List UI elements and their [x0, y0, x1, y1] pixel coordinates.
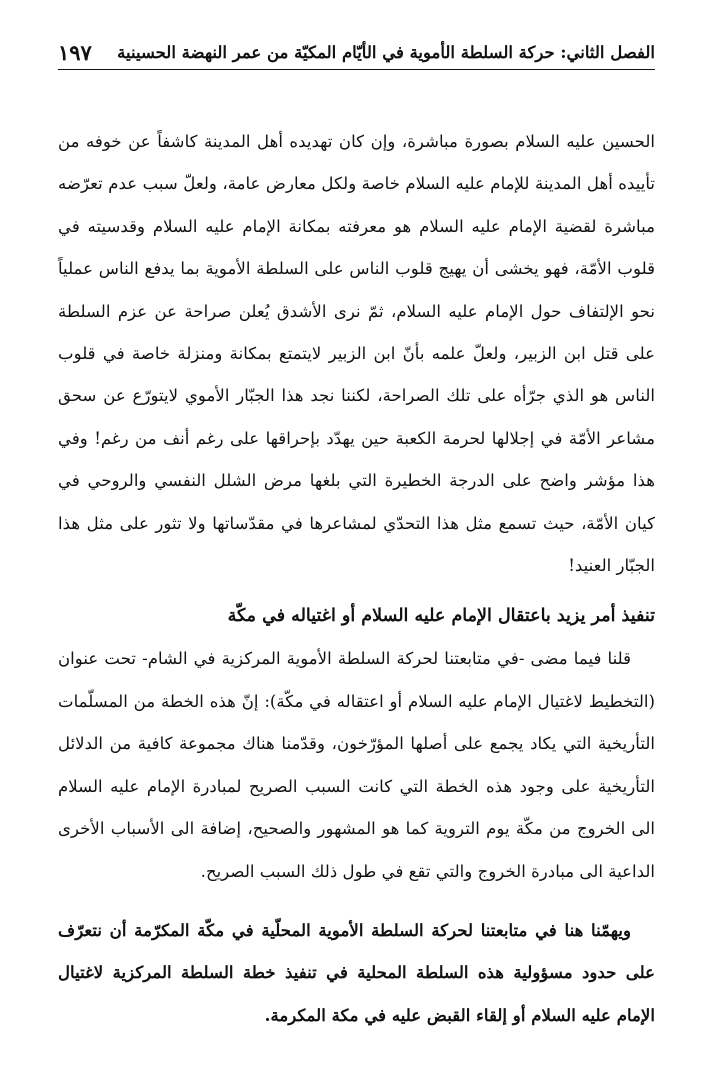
- paragraph-3: ويهمّنا هنا في متابعتنا لحركة السلطة الأموية المحلّية في مكّة المكرّمة أن نتعرّف على حدود مسؤولية هذه السلطة المحلية في تنفيذ خطة السلطة المركزية لاغتيال الإمام عليه السلام أو إلقاء القبض عليه في مكة المكرمة.: [58, 919, 655, 1025]
- paragraph-1: الحسين عليه السلام بصورة مباشرة، وإن كان تهديده أهل المدينة كاشفاً عن خوفه من تأييده أهل المدينة للإمام عليه السلام خاصة ولكل معارض عامة، ولعلّ سبب عدم تعرّضه مباشرة لقضية الإمام عليه السلام هو معرفته بمكانة الإمام عليه السلام وقدسيته في قلوب الأمّة، فهو يخشى أن يهيج قلوب الناس على السلطة الأموية بما يدفع الناس عملياً نحو الإلتفاف حول الإمام عليه السلام، ثمّ نرى الأشدق يُعلن صراحة عن عزم السلطة على قتل ابن الزبير، ولعلّ علمه بأنّ ابن الزبير لايتمتع بمكانة ومنزلة خاصة في قلوب الناس هو الذي جرّأه على تلك الصراحة، لكننا نجد هذا الجبّار الأموي لايتورّع عن سحق مشاعر الأمّة في إجلالها لحرمة الكعبة حين يهدّد بإحراقها على رغم أنف من رغم! وفي هذا مؤشر واضح على الدرجة الخطيرة التي بلغها مرض الشلل النفسي والروحي في كيان الأمّة، حيث تسمع مثل هذا التحدّي لمشاعرها في مقدّساتها ولا تثور على مثل هذا الجبّار العنيد!: [58, 132, 655, 576]
- running-head: الفصل الثاني: حركة السلطة الأموية في الأيّام المكيّة من عمر النهضة الحسينية: [117, 43, 655, 62]
- section-heading: تنفيذ أمر يزيد باعتقال الإمام عليه السلام أو اغتياله في مكّة: [227, 606, 655, 627]
- page-header: [58, 36, 655, 70]
- paragraph-2: قلنا فيما مضى -في متابعتنا لحركة السلطة الأموية المركزية في الشام- تحت عنوان (التخطيط لاغتيال الإمام عليه السلام أو اعتقاله في مكّة): إنّ هذه الخطة من المسلّمات التأريخية التي يكاد يجمع على أصلها المؤرّخون، وقدّمنا هناك مجموعة كافية من الدلائل التأريخية على وجود هذه الخطة التي كانت السبب الصريح لمبادرة الإمام عليه السلام الى الخروج من مكّة يوم التروية كما هو المشهور والصحيح، إضافة الى الأسباب الأخرى الداعية الى مبادرة الخروج والتي تقع في طول ذلك السبب الصريح.: [58, 649, 655, 881]
- page-body: [58, 121, 655, 1036]
- page-number: ١٩٧: [58, 40, 92, 65]
- paragraph-gap: [58, 893, 655, 909]
